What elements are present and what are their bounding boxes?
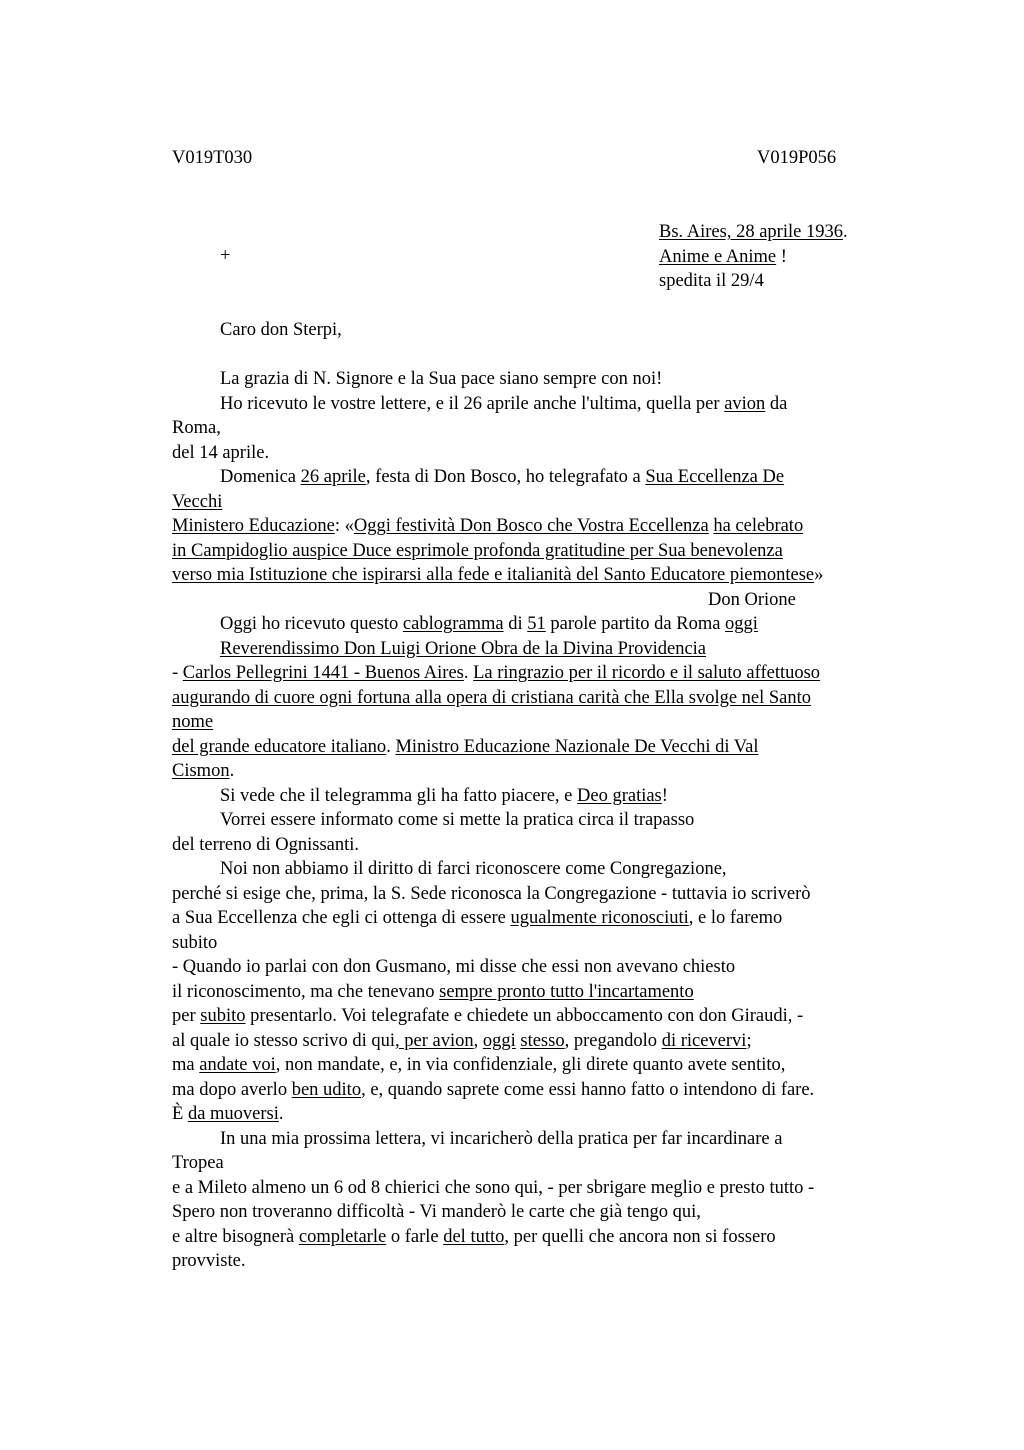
motto — [659, 245, 848, 270]
underlined-text: Ministero Educazione — [172, 516, 335, 536]
text-segment: , e, quando saprete come essi hanno fatto o intendono di fare. — [361, 1079, 815, 1100]
body-line — [172, 955, 912, 980]
text-segment: È — [172, 1104, 188, 1124]
text-segment: . — [229, 761, 235, 781]
text-segment: di — [503, 614, 528, 634]
underlined-text: da muoversi — [187, 1104, 279, 1124]
body-line — [172, 1176, 912, 1201]
text-segment: Roma, — [172, 418, 221, 438]
body-line — [172, 1078, 912, 1103]
text-segment: In una mia prossima lettera, vi incaricherò della pratica per far incardinare a — [220, 1128, 783, 1149]
document-code-right: V019P056 — [757, 148, 837, 168]
text-segment: Si vede che il telegramma gli ha fatto piacere, e — [220, 785, 577, 806]
body-line — [172, 1102, 912, 1127]
body-line — [172, 1151, 912, 1176]
body-line — [172, 612, 912, 637]
text-segment: presentarlo. Voi telegrafate e chiedete un abboccamento con don Giraudi, - — [245, 1006, 804, 1026]
underlined-text: del grande educatore italiano — [172, 736, 387, 757]
place-date-end: . — [842, 222, 848, 242]
body-line — [172, 539, 912, 564]
text-segment: del terreno di Ognissanti. — [172, 834, 360, 855]
body-line — [172, 1127, 912, 1152]
underlined-text: di ricevervi — [661, 1030, 747, 1051]
body-line — [172, 637, 912, 662]
body-line — [172, 1200, 912, 1225]
body-line — [172, 686, 912, 711]
body-line — [172, 441, 912, 466]
body-line — [172, 931, 912, 956]
body-line — [172, 833, 912, 858]
body-line — [172, 1249, 912, 1274]
text-segment: a Sua Eccellenza che egli ci ottenga di essere — [172, 908, 511, 928]
text-segment: Tropea — [172, 1153, 224, 1173]
underlined-text: subito — [200, 1006, 246, 1026]
text-segment: e a Mileto almeno un 6 od 8 chierici che sono qui, - per sbrigare meglio e presto tutto - — [172, 1177, 815, 1198]
body-line — [172, 710, 912, 735]
text-segment: , festa di Don Bosco, ho telegrafato a — [365, 467, 646, 487]
underlined-text: Carlos Pellegrini 1441 - Buenos Aires — [182, 663, 464, 683]
text-segment: ! — [661, 785, 668, 806]
motto-end: ! — [776, 246, 787, 267]
body-line — [172, 367, 912, 392]
text-segment: Oggi ho ricevuto questo — [220, 614, 403, 634]
body-line — [172, 465, 912, 490]
text-segment: subito — [172, 932, 218, 953]
salutation: Caro don Sterpi, — [220, 320, 342, 340]
underlined-text: La ringrazio per il ricordo e il saluto affettuoso — [473, 663, 821, 683]
text-segment: - Quando io parlai con don Gusmano, mi disse che essi non avevano chiesto — [172, 957, 736, 977]
underlined-text: avion — [724, 393, 766, 414]
underlined-text: in Campidoglio auspice Duce esprimole profonda gratitudine per Sua benevolenza — [172, 540, 783, 561]
body-line — [172, 1225, 912, 1250]
underlined-text: oggi — [725, 614, 758, 634]
text-segment: Vorrei essere informato come si mette la pratica circa il trapasso — [220, 810, 695, 830]
text-segment: - — [172, 663, 183, 683]
underlined-text: 26 aprile — [300, 467, 366, 487]
underlined-text: cablogramma — [402, 614, 504, 634]
body-line — [172, 735, 912, 760]
text-segment: del 14 aprile. — [172, 442, 270, 463]
text-segment: Noi non abbiamo il diritto di farci riconoscere come Congregazione, — [220, 859, 727, 879]
sent-note: spedita il 29/4 — [659, 271, 764, 291]
text-segment: , pregandolo — [564, 1030, 662, 1051]
text-segment: perché si esige che, prima, la S. Sede riconosca la Congregazione - tuttavia io scriverò — [172, 883, 811, 904]
underlined-text: verso mia Istituzione che ispirarsi alla fede e italianità del Santo Educatore piemontese — [172, 565, 815, 585]
text-segment: al quale io stesso scrivo di qui — [172, 1030, 395, 1051]
underlined-text: Deo gratias — [577, 785, 662, 806]
place-date-text: Bs. Aires, 28 aprile 1936 — [659, 222, 843, 242]
underlined-text: Sua Eccellenza De — [645, 467, 785, 487]
text-segment: La grazia di N. Signore e la Sua pace siano sempre con noi! — [220, 369, 663, 389]
text-segment: : « — [334, 516, 354, 536]
text-segment: . — [278, 1104, 284, 1124]
body-line — [172, 490, 912, 515]
body-line — [172, 588, 912, 613]
underlined-text: Ministro Educazione Nazionale De Vecchi di Val — [395, 736, 759, 757]
text-segment: Spero non troveranno difficoltà - Vi manderò le carte che già tengo qui, — [172, 1202, 701, 1222]
dateline — [659, 220, 848, 294]
text-segment: o farle — [386, 1226, 444, 1247]
underlined-text: ha celebrato — [713, 516, 804, 536]
underlined-text: 51 — [527, 614, 546, 634]
underlined-text: , per avion — [395, 1030, 474, 1051]
underlined-text: oggi — [482, 1030, 516, 1051]
underlined-text: ugualmente riconosciuti — [510, 908, 689, 928]
text-segment: e altre bisognerà — [172, 1226, 299, 1247]
body-line — [172, 784, 912, 809]
body-line — [172, 563, 912, 588]
text-segment: Don Orione — [708, 589, 796, 610]
underlined-text: Cismon — [172, 761, 230, 781]
text-segment: Domenica — [220, 467, 301, 487]
motto-text: Anime e Anime — [659, 246, 777, 267]
text-segment: da — [765, 393, 788, 414]
body-line — [172, 857, 912, 882]
document-code-left: V019T030 — [172, 148, 253, 168]
underlined-text: completarle — [298, 1226, 387, 1247]
body-line — [172, 1029, 912, 1054]
text-segment: , e lo faremo — [688, 908, 783, 928]
underlined-text: Vecchi — [172, 491, 223, 512]
body-line — [172, 661, 912, 686]
body-line — [172, 416, 912, 441]
body-line — [172, 906, 912, 931]
underlined-text: stesso — [520, 1030, 565, 1051]
cross-mark: + — [220, 246, 231, 266]
underlined-text: sempre pronto tutto l'incartamento — [439, 981, 694, 1002]
underlined-text: andate voi — [199, 1055, 276, 1075]
body-line — [172, 808, 912, 833]
underlined-text: Oggi festività Don Bosco che Vostra Eccellenza — [353, 516, 709, 536]
text-segment: il riconoscimento, ma che tenevano — [172, 981, 440, 1002]
text-segment: . — [463, 663, 474, 683]
body-line — [172, 514, 912, 539]
body-line — [172, 1053, 912, 1078]
text-segment: provviste. — [172, 1251, 246, 1271]
text-segment: ma — [172, 1055, 200, 1075]
underlined-text: del tutto — [443, 1226, 505, 1247]
body-line — [172, 1004, 912, 1029]
text-segment: , — [473, 1030, 483, 1051]
underlined-text: augurando di cuore ogni fortuna alla opera di cristiana carità che Ella svolge nel Santo — [172, 687, 812, 708]
body-line — [172, 392, 912, 417]
underlined-text: ben udito — [291, 1079, 362, 1100]
text-segment: » — [814, 565, 824, 585]
text-segment: ma dopo averlo — [172, 1079, 292, 1100]
text-segment: ; — [746, 1030, 752, 1051]
body-line — [172, 980, 912, 1005]
text-segment: , non mandate, e, in via confidenziale, gli direte quanto avete sentito, — [275, 1055, 786, 1075]
underlined-text: nome — [172, 712, 214, 732]
place-date — [659, 220, 848, 245]
text-segment: , per quelli che ancora non si fossero — [504, 1226, 776, 1247]
body-line — [172, 759, 912, 784]
text-segment: per — [172, 1006, 201, 1026]
body-line — [172, 882, 912, 907]
letter-body — [172, 367, 912, 1274]
text-segment: . — [386, 736, 396, 757]
text-segment: Ho ricevuto le vostre lettere, e il 26 aprile anche l'ultima, quella per — [220, 393, 725, 414]
underlined-text: Reverendissimo Don Luigi Orione Obra de la Divina Providencia — [220, 638, 707, 659]
text-segment: parole partito da Roma — [545, 614, 726, 634]
